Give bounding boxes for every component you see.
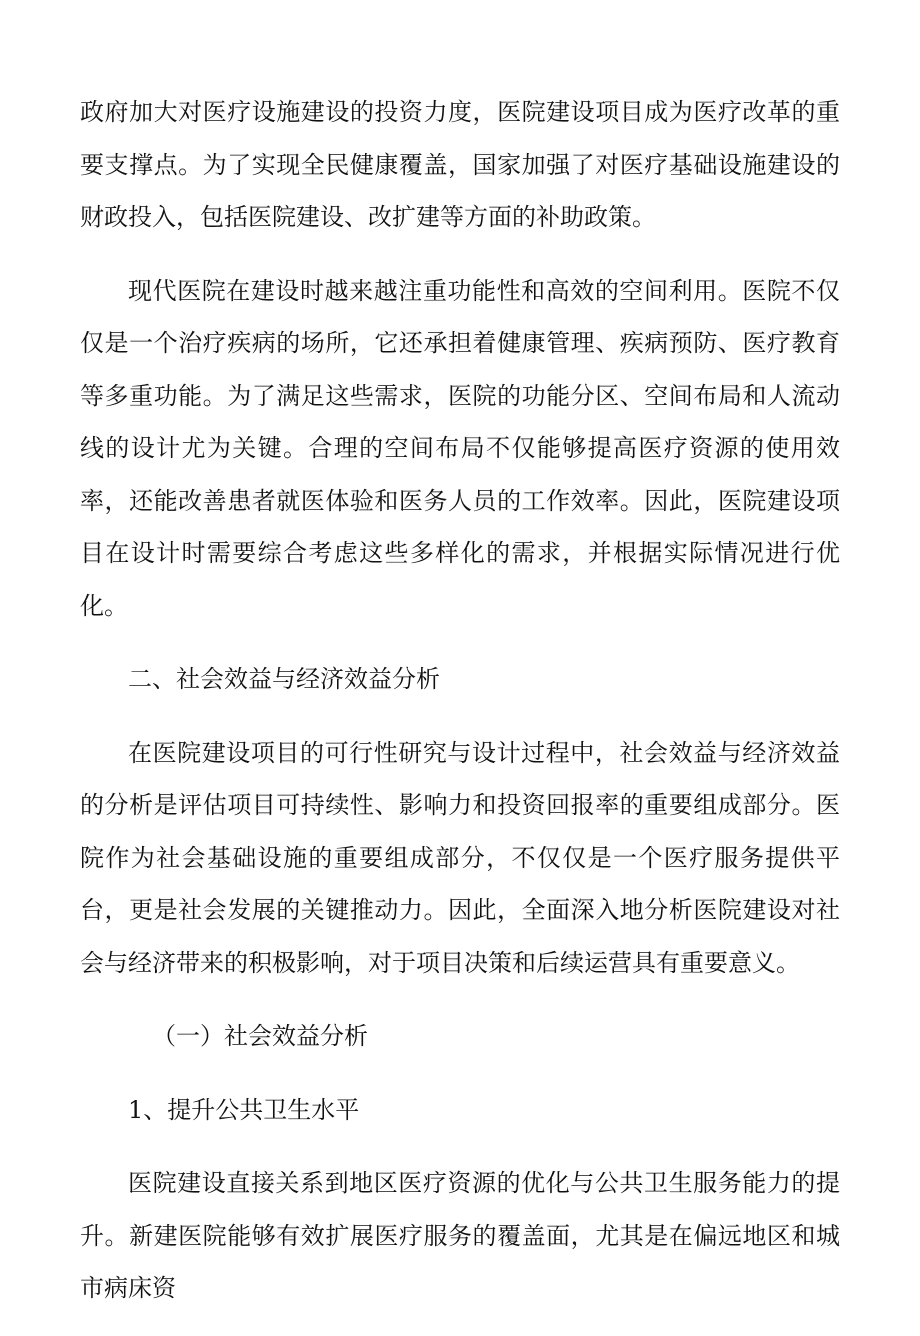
section-heading-benefit-analysis: 二、社会效益与经济效益分析 xyxy=(128,665,440,693)
paragraph-modern-hospital: 现代医院在建设时越来越注重功能性和高效的空间利用。医院不仅仅是一个治疗疾病的场所，它还承担着健康管理、疾病预防、医疗教育等多重功能。为了满足这些需求，医院的功能分区、空间布局和人流动线的设计尤为关键。合理的空间布局不仅能够提高医疗资源的使用效率，还能改善患者就医体验和医务人员的工作效率。因此，医院建设项目在设计时需要综合考虑这些多样化的需求，并根据实际情况进行优化。 xyxy=(80,276,840,620)
document-body xyxy=(80,86,840,1336)
subsection-heading-social-benefit: （一）社会效益分析 xyxy=(152,1022,368,1050)
paragraph-benefit-intro: 在医院建设项目的可行性研究与设计过程中，社会效益与经济效益的分析是评估项目可持续性、影响力和投资回报率的重要组成部分。医院作为社会基础设施的重要组成部分，不仅仅是一个医疗服务提供平台，更是社会发展的关键推动力。因此，全面深入地分析医院建设对社会与经济带来的积极影响，对于项目决策和后续运营具有重要意义。 xyxy=(80,738,840,977)
paragraph-public-health: 医院建设直接关系到地区医疗资源的优化与公共卫生服务能力的提升。新建医院能够有效扩展医疗服务的覆盖面，尤其是在偏远地区和城市病床资 xyxy=(80,1169,840,1302)
item-heading-public-health: 1、提升公共卫生水平 xyxy=(128,1095,360,1124)
paragraph-investment: 政府加大对医疗设施建设的投资力度，医院建设项目成为医疗改革的重要支撑点。为了实现全民健康覆盖，国家加强了对医疗基础设施建设的财政投入，包括医院建设、改扩建等方面的补助政策。 xyxy=(80,98,840,231)
